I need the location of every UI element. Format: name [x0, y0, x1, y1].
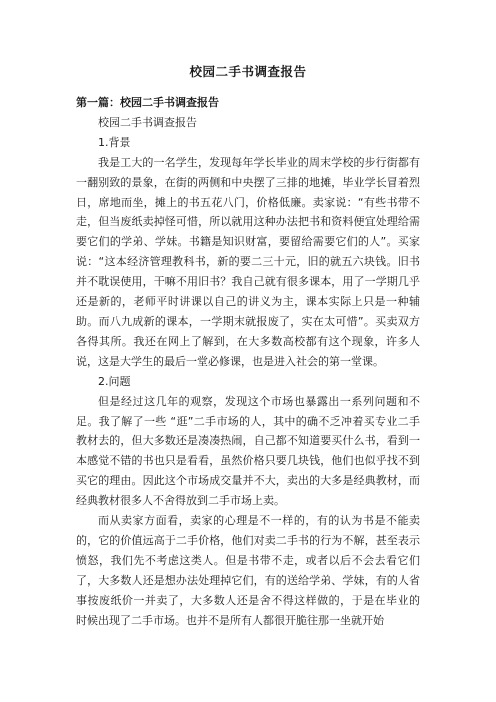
heading-background: 1.背景: [98, 135, 131, 149]
document-title: 校园二手书调查报告: [189, 64, 307, 79]
paragraph-problems-2: 而从卖家方面看，卖家的心理是不一样的，有的认为书是不能卖的，它的价值远高于二手价格，他们对卖二手书的行为不解，甚至表示愤怒，我们先不考虑这类人。但是书带不走，或者以后不会去看它们了，大多数人还是想办法处理掉它们，有的送给学弟、学妹，有的人省事按废纸价一并卖了，大多数人还是舍不得这样做的，于是在毕业的 时候出现了二手市场。也并不是所有人都很开脆往那一坐就开始: [76, 514, 420, 627]
section-heading: 第一篇：校园二手书调查报告: [76, 96, 219, 109]
heading-problems: 2.问题: [98, 374, 131, 388]
document-body: [76, 93, 420, 630]
paragraph-background: 我是工大的一名学生，发现每年学长毕业的周末学校的步行街都有一翻别致的景象，在街的两侧和中央摆了三排的地摊，毕业学长冒着烈日，席地而坐，摊上的书五花八门，价格低廉。卖家说：“有些书带不走，但当废纸卖掉怪可惜，所以就用这种办法把书和资料便宜处理给需要它们的学弟、学妹。书籍是知识财富，要留给需要它们的人”。买家说：“这本经济管理教科书，新的要二三十元，旧的就五六块钱。旧书并不耽误使用，干嘛不用旧书？我自己就有很多课本，用了一学期几乎还是新的，老师平时讲课以自己的讲义为主，课本实际上只是一种辅助。而八九成新的课本，一学期末就报废了，实在太可惜”。买卖双方各得其所。我还在网上了解到，在大多数高校都有这个现象，许多人说，这是大学生的最后一堂必修课，也是进入社会的第一堂课。: [76, 155, 420, 368]
document-subtitle: 校园二手书调查报告: [98, 115, 197, 129]
paragraph-problems-1: 但是经过这几年的观察，发现这个市场也暴露出一系列问题和不足。我了解了一些 “逛”二手市场的人，其中的确不乏冲着买专业二手教材去的，但大多数还是凑凑热闹，自己都不知道要买什么书，看到一本感觉不错的书也只是看看，虽然价格只要几块钱，他们也似乎找不到买它的理由。因此这个市场成交量并不大，卖出的大多是经典教材，而经典教材很多人不舍得放到二手市场上卖。: [76, 394, 420, 508]
